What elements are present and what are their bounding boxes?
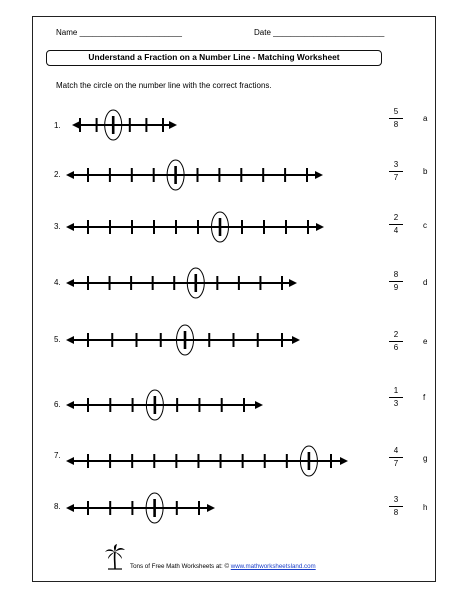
arrow-left-icon — [66, 504, 74, 512]
arrow-right-icon — [289, 279, 297, 287]
problem-6-label: 6. — [54, 400, 61, 409]
letter-h: h — [423, 503, 428, 512]
arrow-left-icon — [66, 171, 74, 179]
arrow-right-icon — [207, 504, 215, 512]
letter-f: f — [423, 393, 426, 402]
name-label: Name _______________________ — [56, 28, 182, 37]
letter-g: g — [423, 454, 428, 463]
fraction-a[interactable] — [387, 107, 405, 130]
fraction-c[interactable] — [387, 213, 405, 236]
fraction-bar — [389, 506, 403, 507]
arrow-right-icon — [255, 401, 263, 409]
palm-tree-icon — [104, 544, 126, 570]
letter-d: d — [423, 278, 428, 287]
letter-c: c — [423, 221, 427, 230]
problem-1-label: 1. — [54, 121, 61, 130]
fraction-e-numerator: 2 — [393, 330, 399, 339]
problem-5-label: 5. — [54, 335, 61, 344]
problem-3-label: 3. — [54, 222, 61, 231]
arrow-right-icon — [316, 223, 324, 231]
fraction-b-denominator: 7 — [393, 173, 399, 182]
fraction-d-denominator: 9 — [393, 283, 399, 292]
fraction-e[interactable] — [387, 330, 405, 353]
arrow-left-icon — [66, 401, 74, 409]
fraction-d-numerator: 8 — [393, 270, 399, 279]
arrow-right-icon — [340, 457, 348, 465]
fraction-c-denominator: 4 — [393, 226, 399, 235]
arrow-left-icon — [66, 336, 74, 344]
instructions: Match the circle on the number line with the correct fractions. — [56, 81, 272, 90]
fraction-g-numerator: 4 — [393, 446, 399, 455]
problem-7-label: 7. — [54, 451, 61, 460]
fraction-e-denominator: 6 — [393, 343, 399, 352]
fraction-bar — [389, 224, 403, 225]
fraction-d[interactable] — [387, 270, 405, 293]
arrow-left-icon — [66, 457, 74, 465]
fraction-bar — [389, 118, 403, 119]
fraction-bar — [389, 171, 403, 172]
fraction-bar — [389, 397, 403, 398]
arrow-left-icon — [72, 121, 80, 129]
fraction-a-denominator: 8 — [393, 120, 399, 129]
date-label: Date _________________________ — [254, 28, 385, 37]
fraction-f-denominator: 3 — [393, 399, 399, 408]
arrow-right-icon — [292, 336, 300, 344]
fraction-b-numerator: 3 — [393, 160, 399, 169]
fraction-f[interactable] — [387, 386, 405, 409]
arrow-right-icon — [169, 121, 177, 129]
fraction-h-numerator: 3 — [393, 495, 399, 504]
fraction-f-numerator: 1 — [393, 386, 399, 395]
arrow-left-icon — [66, 279, 74, 287]
fraction-b[interactable] — [387, 160, 405, 183]
fraction-bar — [389, 457, 403, 458]
fraction-g[interactable] — [387, 446, 405, 469]
problem-4-label: 4. — [54, 278, 61, 287]
website-link[interactable]: www.mathworksheetsland.com — [230, 563, 316, 570]
fraction-h-denominator: 8 — [393, 508, 399, 517]
fraction-bar — [389, 281, 403, 282]
worksheet-title: Understand a Fraction on a Number Line - Matching Worksheet — [46, 50, 382, 66]
fraction-c-numerator: 2 — [393, 213, 399, 222]
fraction-h[interactable] — [387, 495, 405, 518]
arrow-left-icon — [66, 223, 74, 231]
fraction-a-numerator: 5 — [393, 107, 399, 116]
letter-e: e — [423, 337, 428, 346]
letter-b: b — [423, 167, 428, 176]
footer-text: Tons of Free Math Worksheets at: © — [130, 563, 231, 570]
problem-2-label: 2. — [54, 170, 61, 179]
letter-a: a — [423, 114, 428, 123]
footer — [130, 563, 316, 570]
fraction-g-denominator: 7 — [393, 459, 399, 468]
fraction-bar — [389, 341, 403, 342]
arrow-right-icon — [315, 171, 323, 179]
problem-8-label: 8. — [54, 502, 61, 511]
